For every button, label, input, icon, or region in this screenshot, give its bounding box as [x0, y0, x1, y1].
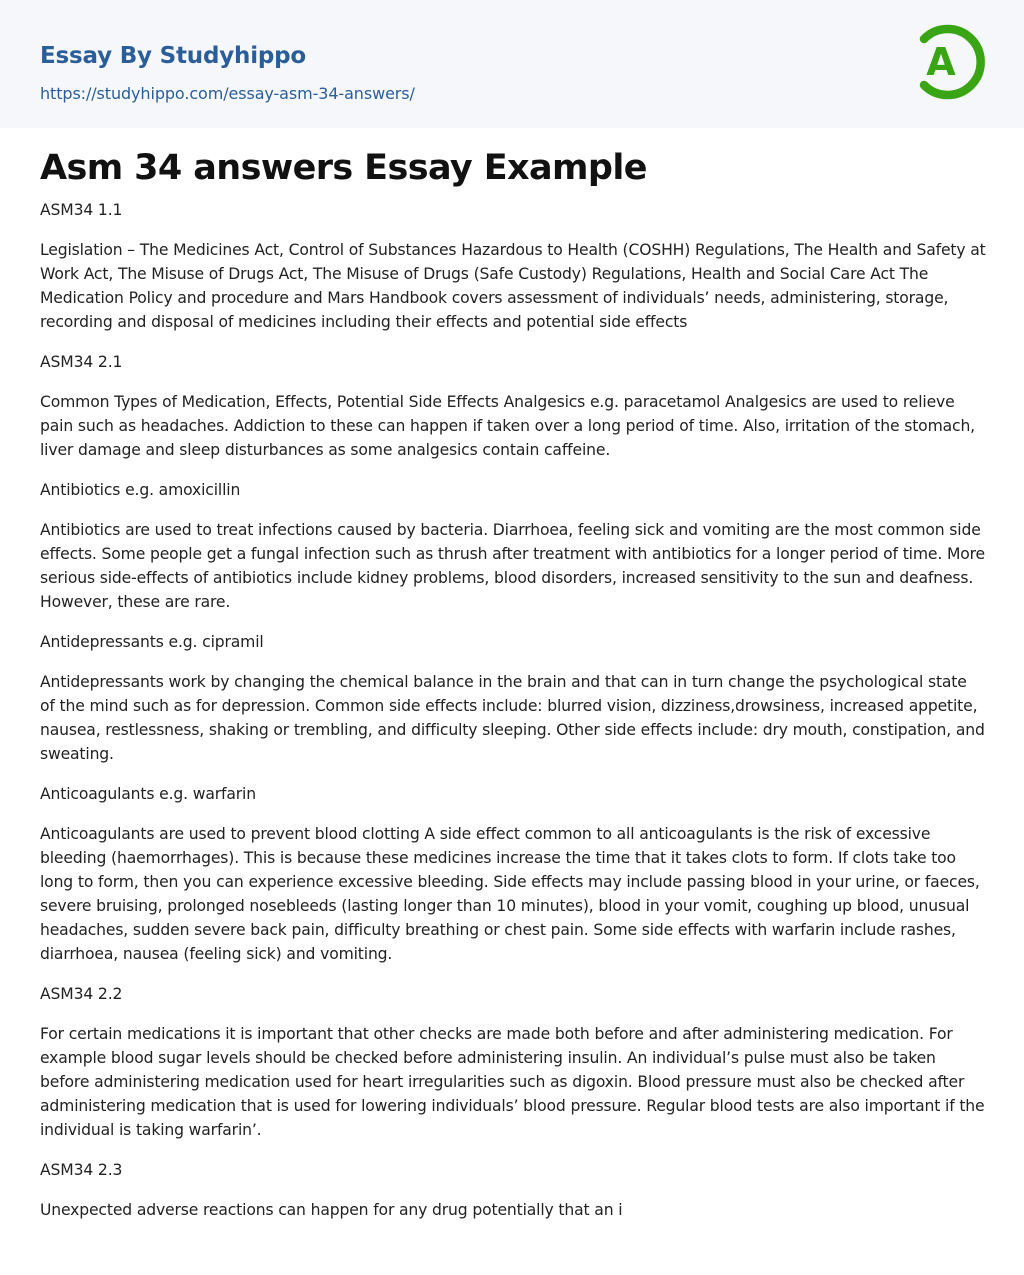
- paragraph-adverse-reactions: Unexpected adverse reactions can happen for any drug potentially that an i: [40, 1201, 623, 1219]
- subheading-antidepressants: Antidepressants e.g. cipramil: [40, 633, 264, 651]
- paragraph-antidepressants: Antidepressants work by changing the chemical balance in the brain and that can in turn change the psychological state of the mind such as for depression. Common side effects include: blurred vision, dizziness,drowsiness, increased appetite, nausea, restlessness, shaking or trembling, and difficulty sleeping. Other side effects include: dry mouth, constipation, and sweating.: [40, 673, 985, 763]
- paragraph-anticoagulants: Anticoagulants are used to prevent blood clotting A side effect common to all anticoagulants is the risk of excessive bleeding (haemorrhages). This is because these medicines increase the time that it takes clots to form. If clots take too long to form, then you can experience excessive bleeding. Side effects may include passing blood in your urine, or faeces, severe bruising, prolonged nosebleeds (lasting longer than 10 minutes), blood in your vomit, coughing up blood, unusual headaches, sudden severe back pain, difficulty breathing or chest pain. Some side effects with warfarin include rashes, diarrhoea, nausea (feeling sick) and vomiting.: [40, 825, 980, 963]
- paragraph-antibiotics: Antibiotics are used to treat infections caused by bacteria. Diarrhoea, feeling sick and vomiting are the most common side effects. Some people get a fungal infection such as thrush after treatment with antibiotics for a longer period of time. More serious side-effects of antibiotics include kidney problems, blood disorders, increased sensitivity to the sun and deafness. However, these are rare.: [40, 521, 986, 611]
- studyhippo-a-logo-icon[interactable]: [910, 18, 988, 106]
- section-heading-asm34-2-2: ASM34 2.2: [40, 985, 123, 1003]
- logo-letter: A: [926, 40, 956, 84]
- paragraph-checks: For certain medications it is important that other checks are made both before and after administering medication. For example blood sugar levels should be checked before administering insulin. An individual’s pulse must also be taken before administering medication used for heart irregularities such as digoxin. Blood pressure must also be checked after administering medication that is used for lowering individuals’ blood pressure. Regular blood tests are also important if the individual is taking warfarin’.: [40, 1025, 985, 1139]
- subheading-anticoagulants: Anticoagulants e.g. warfarin: [40, 785, 256, 803]
- paragraph-legislation: Legislation – The Medicines Act, Control of Substances Hazardous to Health (COSHH) Regulations, The Health and Safety at Work Act, The Misuse of Drugs Act, The Misuse of Drugs (Safe Custody) Regulations, Health and Social Care Act The Medication Policy and procedure and Mars Handbook covers assessment of individuals’ needs, administering, storage, recording and disposal of medicines including their effects and potential side effects: [40, 241, 986, 331]
- section-heading-asm34-2-3: ASM34 2.3: [40, 1161, 123, 1179]
- subheading-antibiotics: Antibiotics e.g. amoxicillin: [40, 481, 241, 499]
- section-heading-asm34-2-1: ASM34 2.1: [40, 353, 123, 371]
- essay-content: [40, 140, 986, 1238]
- paragraph-analgesics: Common Types of Medication, Effects, Potential Side Effects Analgesics e.g. paracetamol Analgesics are used to relieve pain such as headaches. Addiction to these can happen if taken over a long period of time. Also, irritation of the stomach, liver damage and sleep disturbances as some analgesics contain caffeine.: [40, 393, 975, 459]
- section-heading-asm34-1-1: ASM34 1.1: [40, 201, 123, 219]
- site-header: [0, 0, 1024, 128]
- source-url-link[interactable]: https://studyhippo.com/essay-asm-34-answers/: [40, 84, 415, 103]
- site-title[interactable]: Essay By Studyhippo: [40, 43, 307, 69]
- page-title: Asm 34 answers Essay Example: [40, 148, 647, 188]
